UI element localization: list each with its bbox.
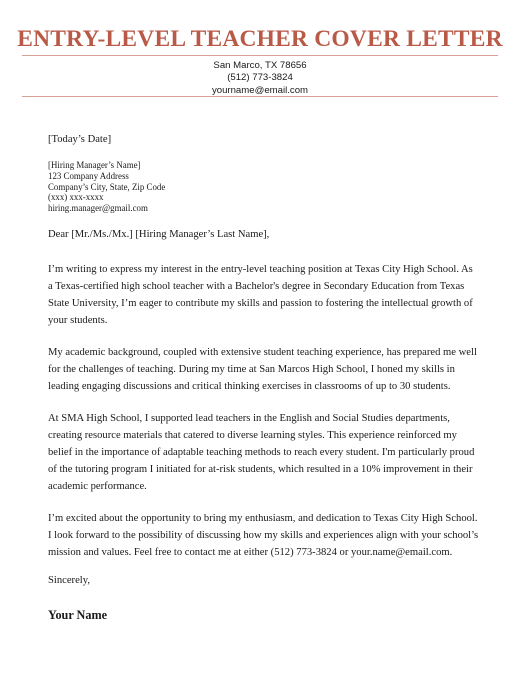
recipient-name: [Hiring Manager’s Name] (48, 160, 141, 170)
recipient-city-state-zip: Company’s City, State, Zip Code (48, 181, 166, 192)
contact-phone: (512) 773-3824 (227, 72, 293, 84)
letter-title: ENTRY-LEVEL TEACHER COVER LETTER (17, 26, 503, 52)
recipient-street: 123 Company Address (48, 170, 129, 181)
recipient-email: hiring.manager@gmail.com (48, 203, 148, 214)
header-bottom-rule (22, 96, 498, 97)
paragraph-1: I’m writing to express my interest in the entry-level teaching position at Texas City High School. As a Texas-certified high school teacher with a Bachelor's degree in Secondary Education from Texas State University, I’m eager to contribute my skills and passion to fostering the intellectual growth of your students. (48, 264, 473, 326)
contact-location: San Marco, TX 78656 (213, 60, 307, 71)
contact-block (0, 60, 520, 97)
paragraph-4: I’m excited about the opportunity to bring my enthusiasm, and dedication to Texas City High School. I look forward to the possibility of discussing how my skills and experiences align with your school’s mission and values. Feel free to contact me at either (512) 773-3824 or your.name@email.com. (48, 513, 479, 558)
paragraph-2: My academic background, coupled with extensive student teaching experience, has prepared me well for the challenges of teaching. During my time at San Marcos High School, I honed my skills in leading engaging discussions and critical thinking exercises in classrooms of up to 30 students. (48, 347, 477, 392)
salutation: Dear [Mr./Ms./Mx.] [Hiring Manager’s Last Name], (48, 229, 270, 240)
signature-name: Your Name (48, 608, 108, 622)
header-top-rule (22, 55, 498, 56)
closing: Sincerely, (48, 575, 90, 586)
contact-email: yourname@email.com (211, 84, 309, 96)
letter-date: [Today’s Date] (48, 134, 112, 145)
recipient-phone: (xxx) xxx-xxxx (48, 192, 104, 203)
recipient-address (48, 160, 165, 214)
paragraph-3: At SMA High School, I supported lead teachers in the English and Social Studies departments, creating resource materials that catered to diverse learning styles. This experience reinforced my belief in the importance of adaptable teaching methods to reach every student. I'm particularly proud of the tutoring program I initiated for at-risk students, which resulted in a 10% improvement in their academic performance. (48, 413, 475, 492)
